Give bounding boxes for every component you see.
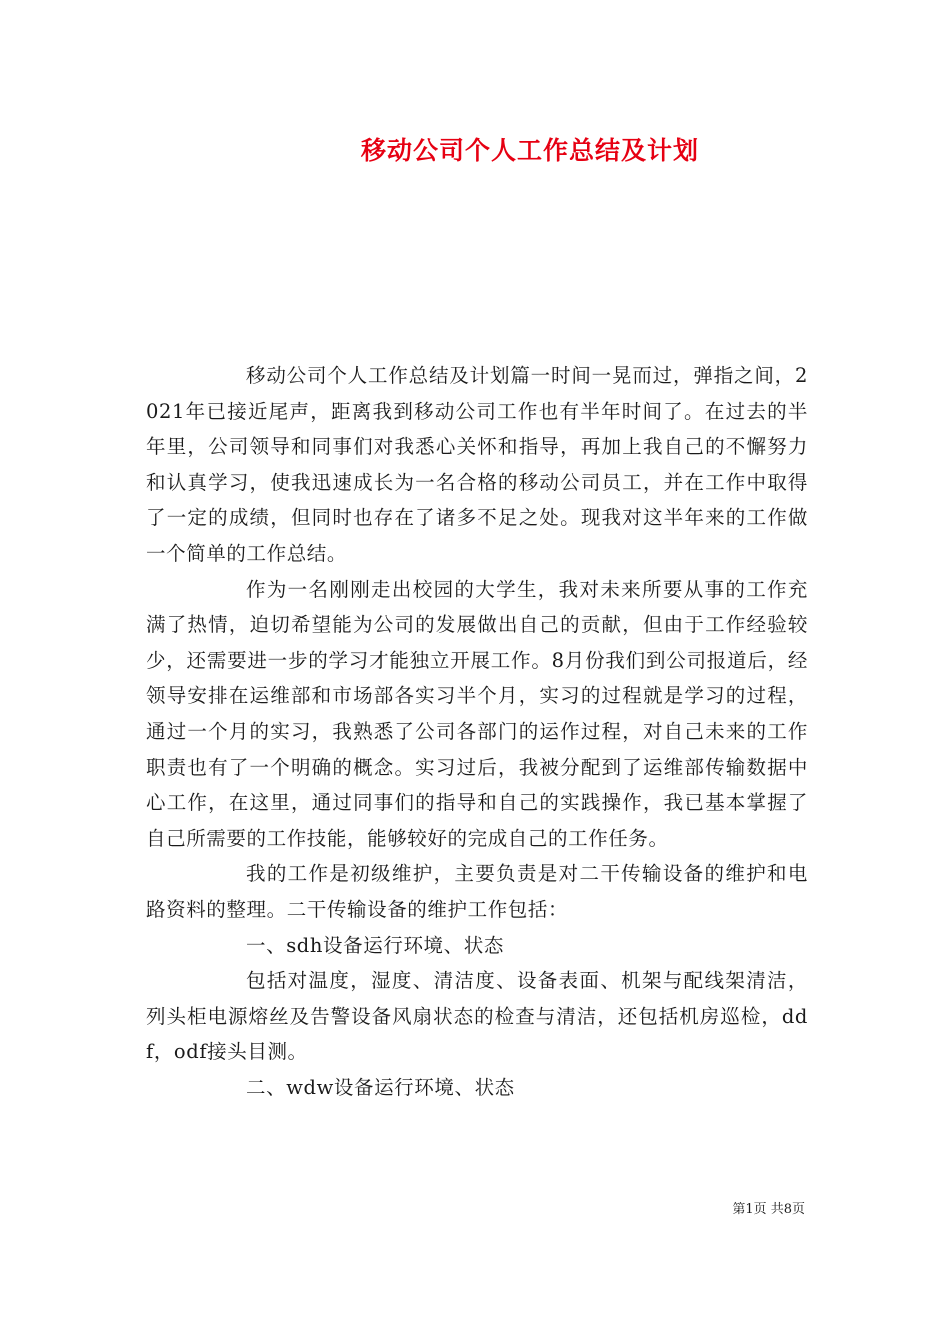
document-body	[146, 358, 808, 1105]
paragraph-intro: 移动公司个人工作总结及计划篇一时间一晃而过，弹指之间，2021年已接近尾声，距离我到移动公司工作也有半年时间了。在过去的半年里，公司领导和同事们对我悉心关怀和指导，再加上我自己的不懈努力和认真学习，使我迅速成长为一名合格的移动公司员工，并在工作中取得了一定的成绩，但同时也存在了诸多不足之处。现我对这半年来的工作做一个简单的工作总结。	[146, 364, 808, 565]
section-heading-sdh: 一、sdh设备运行环境、状态	[246, 933, 504, 957]
page-number: 第1页 共8页	[732, 1202, 805, 1217]
paragraph-sdh-details: 包括对温度，湿度、清洁度、设备表面、机架与配线架清洁，列头柜电源熔丝及告警设备风扇状态的检查与清洁，还包括机房巡检，ddf，odf接头目测。	[146, 969, 808, 1064]
paragraph-internship: 作为一名刚刚走出校园的大学生，我对未来所要从事的工作充满了热情，迫切希望能为公司的发展做出自己的贡献，但由于工作经验较少，还需要进一步的学习才能独立开展工作。8月份我们到公司报道后，经领导安排在运维部和市场部各实习半个月，实习的过程就是学习的过程，通过一个月的实习，我熟悉了公司各部门的运作过程，对自己未来的工作职责也有了一个明确的概念。实习过后，我被分配到了运维部传输数据中心工作，在这里，通过同事们的指导和自己的实践操作，我已基本掌握了自己所需要的工作技能，能够较好的完成自己的工作任务。	[146, 577, 808, 850]
document-title: 移动公司个人工作总结及计划	[360, 136, 699, 165]
section-heading-wdw: 二、wdw设备运行环境、状态	[246, 1075, 515, 1099]
paragraph-duties: 我的工作是初级维护，主要负责是对二干传输设备的维护和电路资料的整理。二干传输设备的维护工作包括：	[146, 862, 808, 921]
